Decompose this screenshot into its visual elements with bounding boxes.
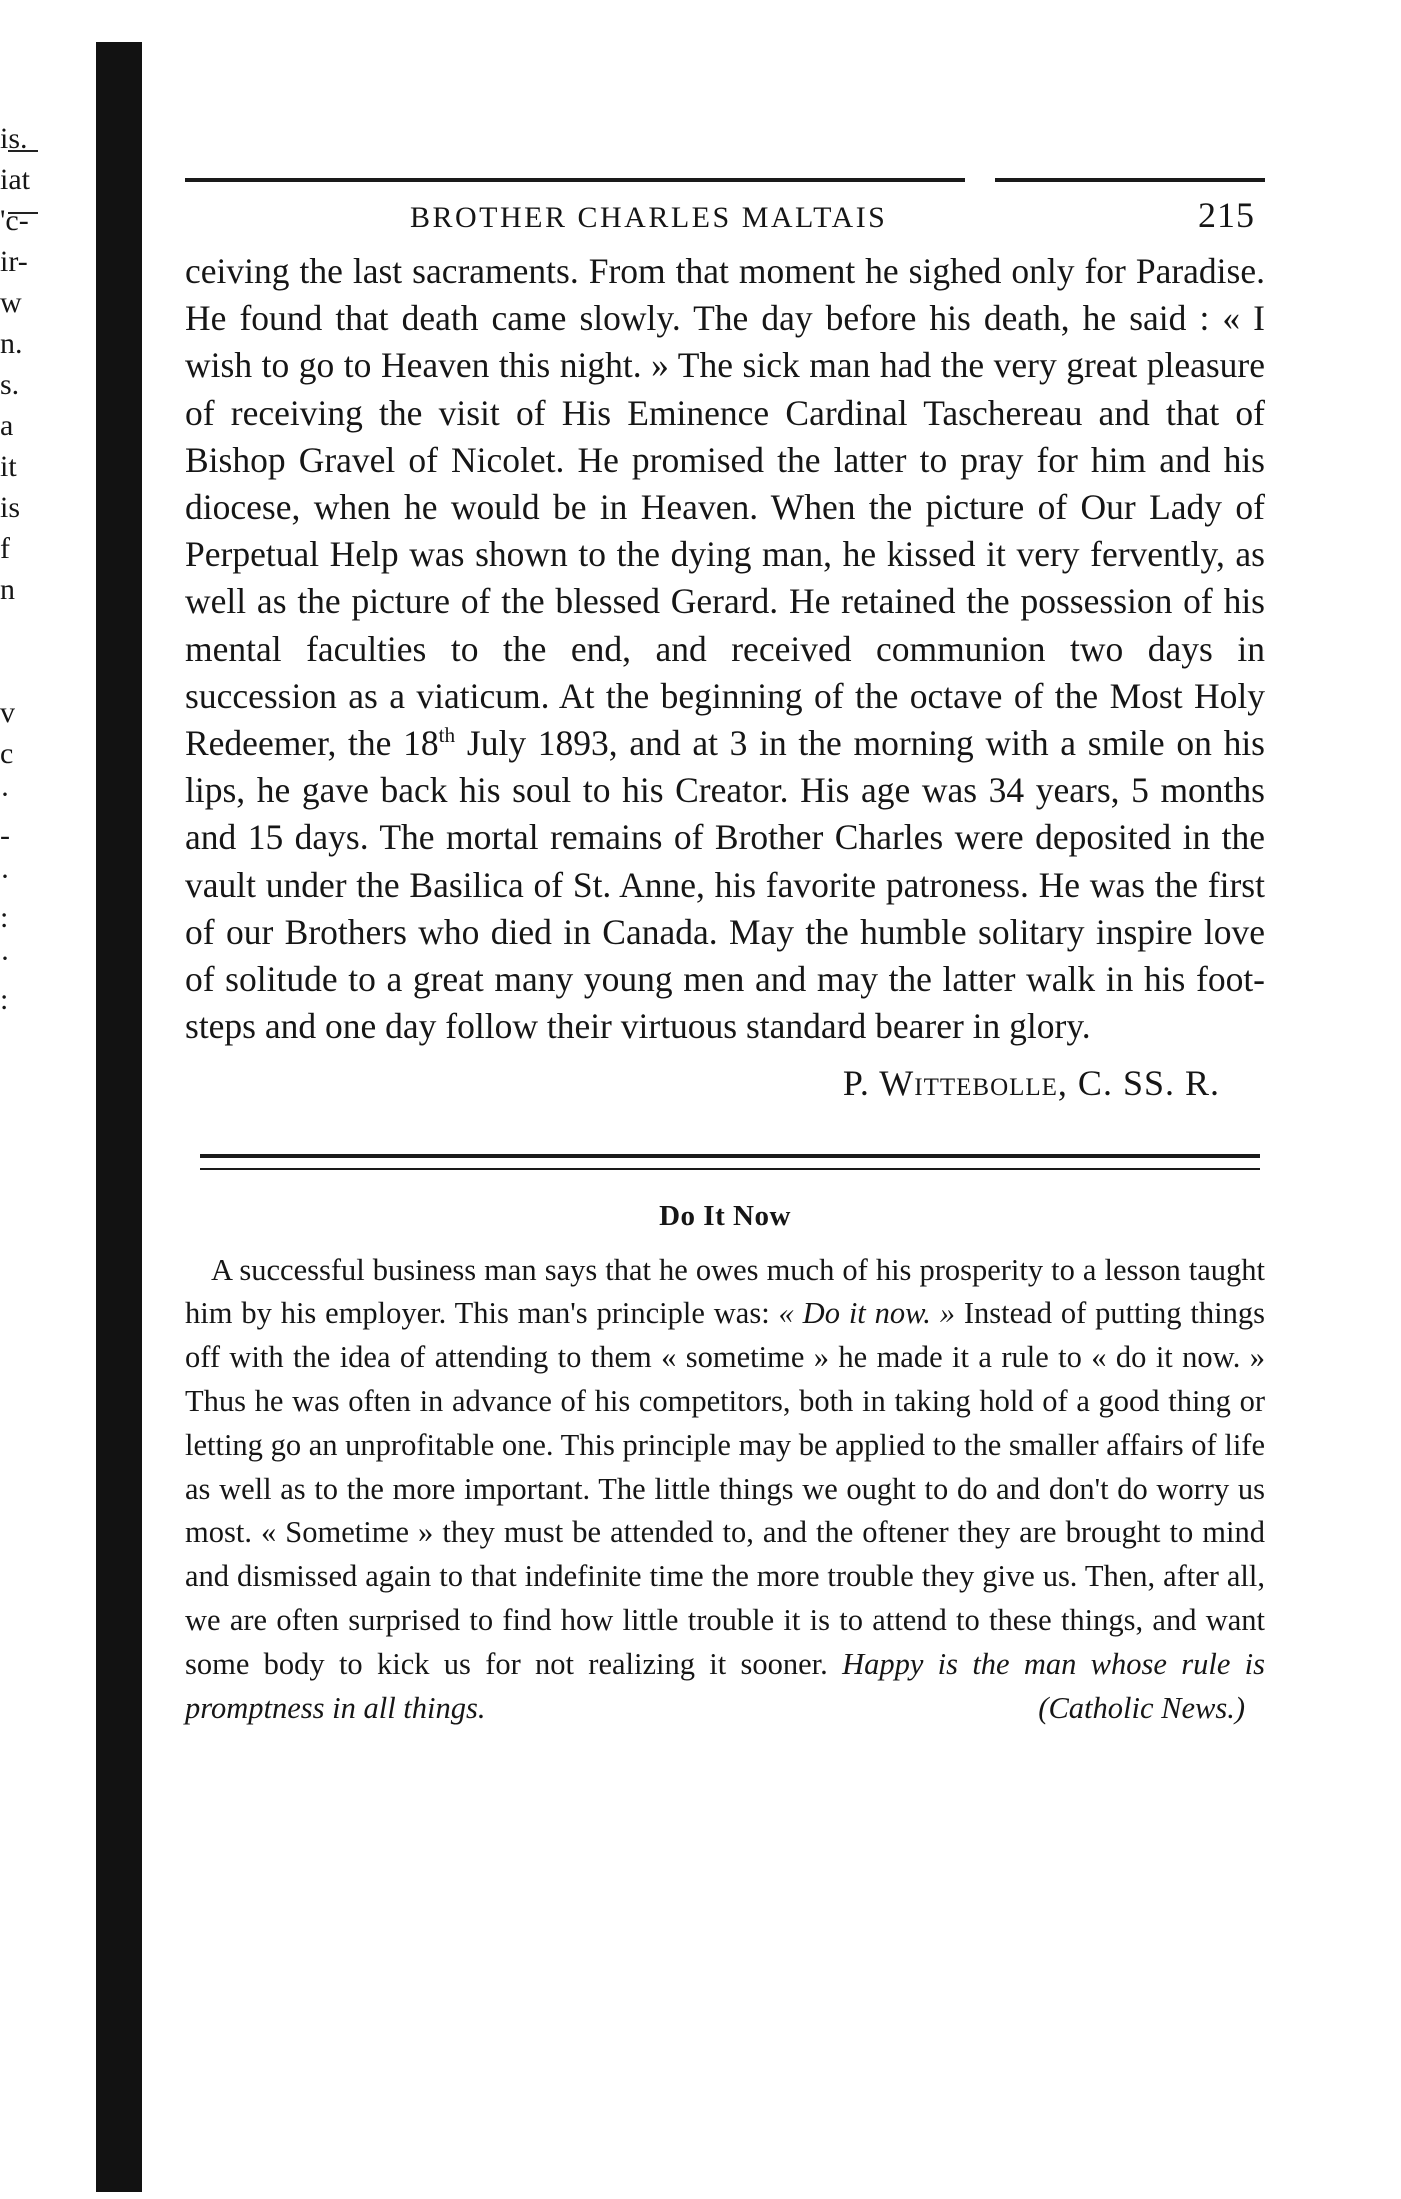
- fragment-line: n.: [0, 327, 23, 360]
- fragment-line: ir-: [0, 245, 28, 278]
- do-it-now-article: [185, 1249, 1265, 1731]
- fragment-line: w: [0, 286, 22, 319]
- running-title: BROTHER CHARLES MALTAIS: [410, 201, 888, 234]
- fragment-line: s.: [0, 368, 20, 401]
- fragment-line: f: [0, 532, 10, 565]
- fragment-line: ·: [0, 860, 10, 893]
- fragment-line: [0, 651, 82, 692]
- fragment-line: v: [0, 696, 15, 729]
- article-title: Do It Now: [659, 1199, 791, 1232]
- obituary-paragraph: [185, 248, 1265, 1050]
- fragment-line: iat: [0, 163, 30, 196]
- closing-italic: Happy is the man whose rule is promptness in all things.: [185, 1646, 1265, 1725]
- binding-shadow: [96, 42, 142, 2192]
- header-rule-right: [995, 178, 1265, 184]
- article-text: A successful business man says that he owes much of his prosperity to a lesson taught him by his employer. This man's principle was:: [185, 1252, 1265, 1331]
- section-divider: [200, 1154, 1260, 1170]
- fragment-line: :: [0, 983, 9, 1016]
- header-rule-left: [185, 178, 965, 184]
- fragment-line: 'c-: [0, 204, 29, 237]
- author-signature: P. Wittebolle, C. SS. R.: [842, 1063, 1220, 1104]
- running-header: [185, 184, 1265, 236]
- source-citation: (Catholic News.): [1038, 1690, 1245, 1725]
- obituary-text-end: July 1893, and at 3 in the morning with a smile on his lips, he gave back his soul to his Creator. His age was 34 years, 5 months and 15 days. The mortal remains of Brother Charles were deposited in the vault under the Basilica of St. Anne, his favorite patroness. He was the first of our Brothers who died in Canada. May the humble solitary inspire love of solitude to a great many young men and may the latter walk in his foot-steps and one day follow their virtuous standard bearer in glory.: [185, 723, 1265, 1047]
- date-day: 18: [403, 723, 439, 764]
- fragment-line: n: [0, 573, 15, 606]
- fragment-line: is.: [0, 122, 28, 155]
- obituary-text: ceiving the last sacraments. From that moment he sighed only for Paradise. He found that death came slowly. The day before his death, he said : « I wish to go to Heaven this night. » The sick man had the very great pleasure of receiving the visit of His Eminence Cardinal Taschereau and that of Bishop Gravel of Nicolet. He promised the latter to pray for him and his diocese, when he would be in Heaven. When the picture of Our Lady of Perpetual Help was shown to the dying man, he kissed it very fervently, as well as the picture of the blessed Gerard. He retained the possession of his mental faculties to the end, and received communion two days in succession as a viaticum. At the beginning of the octave of the Most Holy Redeemer, the: [185, 251, 1265, 764]
- fragment-line: -: [0, 819, 10, 852]
- obituary-article: [185, 248, 1265, 1108]
- fragment-line: a: [0, 409, 14, 442]
- fragment-line: it: [0, 450, 17, 483]
- fragment-line: :: [0, 901, 9, 934]
- fragment-line: ·: [0, 942, 10, 975]
- fragment-line: is: [0, 491, 21, 524]
- date-suffix: th: [438, 723, 456, 748]
- quote-italic: « Do it now. »: [778, 1296, 955, 1331]
- article-text-cont: Instead of putting things off with the idea of attending to them « sometime » he made it a rule to « do it now. » Thus he was often in advance of his competitors, both in taking hold of a good thing or letting go an unprofitable one. This principle may be applied to the smaller affairs of life as well as to the more important. The little things we ought to do and don't do worry us most. « Sometime » they must be attended to, and the oftener they are brought to mind and dismissed again to that indefinite time the more trouble they give us. Then, after all, we are often surprised to find how little trouble it is to attend to these things, and want some body to kick us for not realizing it sooner.: [185, 1296, 1265, 1681]
- facing-page-fragments: [0, 118, 82, 1020]
- fragment-line: [0, 610, 82, 651]
- fragment-line: ·: [0, 778, 10, 811]
- page-number: 215: [1198, 195, 1255, 235]
- fragment-line: c: [0, 737, 14, 770]
- book-page: [185, 178, 1265, 1730]
- header-rule: [185, 178, 1265, 184]
- article-paragraph: [185, 1249, 1265, 1731]
